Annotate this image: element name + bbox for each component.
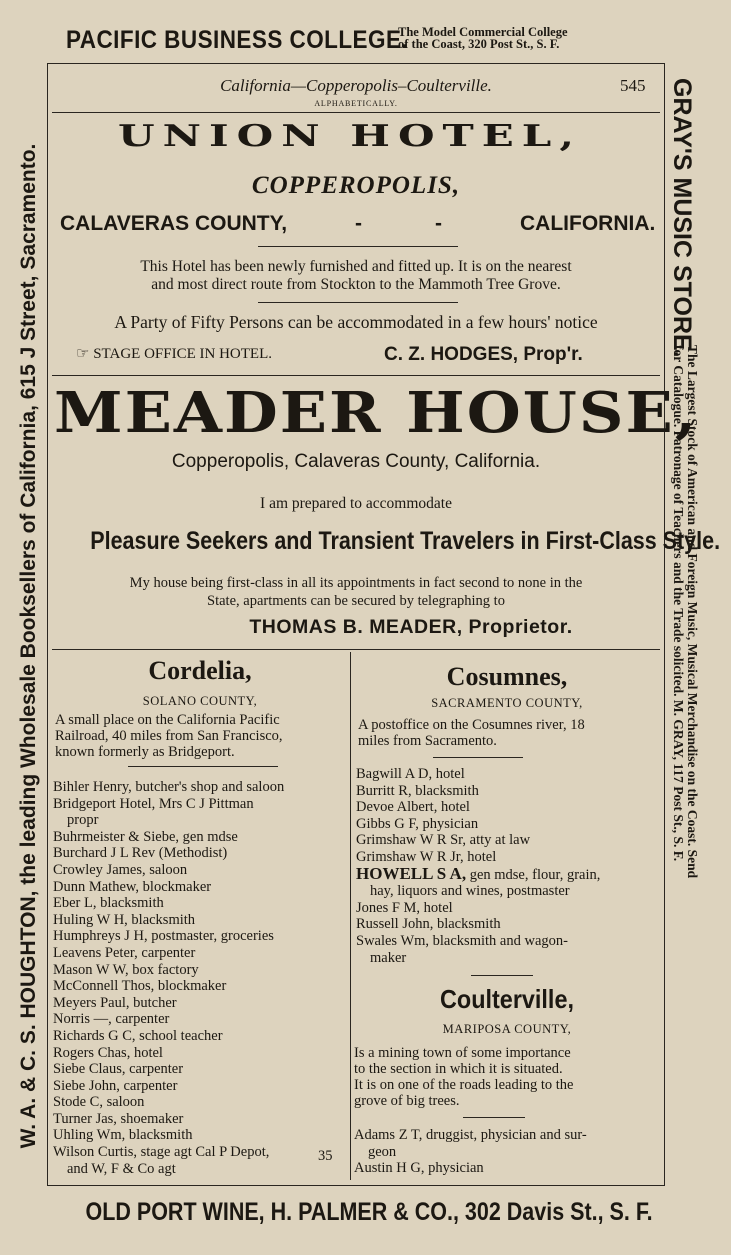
list-item: Grimshaw W R Jr, hotel xyxy=(356,848,497,865)
list-item: Mason W W, box factory xyxy=(53,961,199,978)
coulterville-title: Coulterville, xyxy=(440,984,574,1014)
list-item: Stode C, saloon xyxy=(53,1094,145,1111)
running-head: California—Copperopolis–Coulterville. xyxy=(220,76,492,95)
list-item: Adams Z T, druggist, physician and sur- xyxy=(354,1127,587,1143)
cosumnes-rule xyxy=(433,757,523,758)
union-hotel-county: CALAVERAS COUNTY, xyxy=(60,212,288,235)
cordelia-description xyxy=(55,712,349,760)
list-item: Grimshaw W R Sr, atty at law xyxy=(356,832,531,849)
list-item: Devoe Albert, hotel xyxy=(356,799,470,816)
howell-name: HOWELL S A, xyxy=(356,863,467,883)
coulterville-desc-line4: grove of big trees. xyxy=(354,1093,460,1109)
coulterville-rule-top xyxy=(471,975,533,976)
list-item: Russell John, blacksmith xyxy=(356,916,501,933)
cordelia-desc-line3: known formerly as Bridgeport. xyxy=(55,744,235,760)
union-hotel-town: COPPEROPOLIS, xyxy=(251,172,461,199)
howell-business: gen mdse, flour, grain, xyxy=(466,866,601,883)
section-rule-1 xyxy=(52,375,660,376)
coulterville-directory xyxy=(354,1127,660,1177)
cosumnes-directory xyxy=(356,766,660,966)
list-item: geon xyxy=(368,1143,397,1160)
meader-desc-line2: State, apartments can be secured by telegraphing to xyxy=(207,593,505,609)
list-item xyxy=(356,863,660,884)
meader-house-title: MEADER HOUSE, xyxy=(54,380,699,446)
coulterville-desc-line2: to the section in which it is situated. xyxy=(354,1061,563,1077)
list-item: maker xyxy=(370,949,407,966)
cosumnes-title: Cosumnes, xyxy=(446,662,568,691)
list-item: Bridgeport Hotel, Mrs C J Pittman xyxy=(53,795,254,812)
list-item: Dunn Mathew, blockmaker xyxy=(53,878,212,895)
coulterville-rule xyxy=(463,1117,525,1118)
list-item: Burritt R, blacksmith xyxy=(356,782,479,799)
top-banner-right xyxy=(398,26,568,50)
list-item: Richards G C, school teacher xyxy=(53,1027,223,1044)
cordelia-desc-line1: A small place on the California Pacific xyxy=(55,712,280,728)
meader-house-location: Copperopolis, Calaveras County, California. xyxy=(171,451,541,472)
folio-number: 35 xyxy=(318,1148,333,1164)
list-item: Swales Wm, blacksmith and wagon- xyxy=(356,932,568,949)
list-item: Burchard J L Rev (Methodist) xyxy=(53,845,228,862)
right-side-banner-title: GRAY'S MUSIC STORE. xyxy=(668,78,696,358)
union-hotel-stage-office: ☞ STAGE OFFICE IN HOTEL. xyxy=(76,346,272,362)
page-number: 545 xyxy=(620,76,646,95)
list-item: Austin H G, physician xyxy=(354,1160,484,1177)
cordelia-directory xyxy=(53,779,349,1177)
union-hotel-title: UNION HOTEL, xyxy=(118,118,582,154)
coulterville-desc-line3: It is on one of the roads leading to the xyxy=(354,1077,574,1093)
cosumnes-desc-line1: A postoffice on the Cosumnes river, 18 xyxy=(358,717,585,733)
list-item: Huling W H, blacksmith xyxy=(53,911,196,928)
cordelia-county: SOLANO COUNTY, xyxy=(142,694,258,708)
cosumnes-description xyxy=(358,717,658,749)
list-item: Eber L, blacksmith xyxy=(53,895,164,912)
cosumnes-desc-line2: miles from Sacramento. xyxy=(358,733,497,749)
list-item: Uhling Wm, blacksmith xyxy=(53,1127,193,1144)
list-item: Buhrmeister & Siebe, gen mdse xyxy=(53,828,238,845)
union-hotel-description xyxy=(52,258,660,294)
union-hotel-dash-2: - xyxy=(435,212,442,235)
list-item: Wilson Curtis, stage agt Cal P Depot, xyxy=(53,1144,270,1161)
meader-desc-line1: My house being first-class in all its appointments in fact second to none in the xyxy=(129,575,583,591)
union-desc-line2: and most direct route from Stockton to the Mammoth Tree Grove. xyxy=(151,276,561,293)
list-item: hay, liquors and wines, postmaster xyxy=(370,883,570,900)
meader-house-pleasure: Pleasure Seekers and Transient Travelers in First-Class Style. xyxy=(90,527,721,555)
meader-house-prepared: I am prepared to accommodate xyxy=(260,495,452,512)
right-side-banner-line2: for Catalogue. Patronage of Teachers and the Trade solicited. M. GRAY, 117 Post St., S. F. xyxy=(671,345,686,862)
list-item: Siebe Claus, carpenter xyxy=(53,1061,184,1078)
alphabetically-label: ALPHABETICALLY. xyxy=(314,99,398,108)
right-side-banner-line1: The Largest Stock of American and Foreign Music, Musical Merchandise on the Coast. Send xyxy=(685,345,700,879)
list-item: and W, F & Co agt xyxy=(67,1160,176,1177)
column-divider xyxy=(350,652,351,1180)
list-item: Bagwill A D, hotel xyxy=(356,766,465,782)
cordelia-rule xyxy=(128,766,278,767)
coulterville-desc-line1: Is a mining town of some importance xyxy=(354,1045,571,1061)
list-item: Siebe John, carpenter xyxy=(53,1077,178,1094)
union-divider-1 xyxy=(258,246,458,247)
list-item: Bihler Henry, butcher's shop and saloon xyxy=(53,779,285,795)
left-side-banner: W. A. & C. S. HOUGHTON, the leading Wholesale Booksellers of California, 615 J Street, Sacramento. xyxy=(17,143,40,1149)
list-item: McConnell Thos, blockmaker xyxy=(53,978,227,995)
top-banner-left: PACIFIC BUSINESS COLLEGE. xyxy=(66,26,409,54)
coulterville-county: MARIPOSA COUNTY, xyxy=(442,1022,572,1036)
bottom-banner: OLD PORT WINE, H. PALMER & CO., 302 Davis St., S. F. xyxy=(85,1198,653,1226)
list-item: Leavens Peter, carpenter xyxy=(53,944,196,961)
right-side-banner-text xyxy=(671,345,699,1205)
meader-house-description xyxy=(56,574,656,610)
union-hotel-proprietor: C. Z. HODGES, Prop'r. xyxy=(384,344,583,365)
list-item: Turner Jas, shoemaker xyxy=(53,1110,184,1127)
header-rule xyxy=(52,112,660,113)
section-rule-2 xyxy=(52,649,660,650)
list-item: Crowley James, saloon xyxy=(53,861,188,878)
union-hotel-party: A Party of Fifty Persons can be accommodated in a few hours' notice xyxy=(114,312,598,332)
list-item: Norris —, carpenter xyxy=(53,1011,170,1028)
list-item: Humphreys J H, postmaster, groceries xyxy=(53,928,274,945)
list-item: Jones F M, hotel xyxy=(356,899,453,916)
union-divider-2 xyxy=(258,302,458,303)
list-item: propr xyxy=(67,812,99,829)
top-banner-right-line1: The Model Commercial College xyxy=(398,25,568,39)
top-banner-right-line2: of the Coast, 320 Post St., S. F. xyxy=(398,37,560,51)
cordelia-desc-line2: Railroad, 40 miles from San Francisco, xyxy=(55,728,283,744)
coulterville-description xyxy=(354,1045,658,1109)
cosumnes-county: SACRAMENTO COUNTY, xyxy=(431,696,583,710)
meader-house-proprietor: THOMAS B. MEADER, Proprietor. xyxy=(249,616,573,638)
list-item: Gibbs G F, physician xyxy=(356,815,479,832)
union-hotel-state: CALIFORNIA. xyxy=(520,212,656,235)
union-hotel-dash-1: - xyxy=(355,212,362,235)
list-item: Rogers Chas, hotel xyxy=(53,1044,163,1061)
list-item: Meyers Paul, butcher xyxy=(53,994,177,1011)
cordelia-title: Cordelia, xyxy=(148,656,252,685)
union-desc-line1: This Hotel has been newly furnished and fitted up. It is on the nearest xyxy=(140,258,572,275)
